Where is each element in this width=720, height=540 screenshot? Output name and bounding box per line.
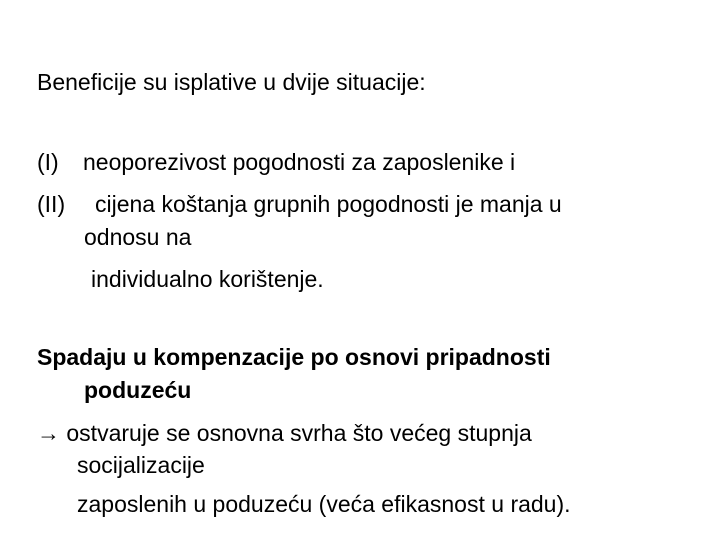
list-marker-1: (I) (37, 149, 59, 175)
conclusion-arrow-line1: → ostvaruje se osnovna svrha što većeg stupnja (37, 420, 532, 446)
list-item-2-text-line3: individualno korištenje. (91, 266, 324, 292)
intro-text: Beneficije su isplative u dvije situacije: (37, 69, 426, 95)
conclusion-heading-line2: poduzeću (84, 377, 192, 403)
list-item-1-text: neoporezivost pogodnosti za zaposlenike i (83, 149, 516, 175)
list-item-2-text-line2: odnosu na (84, 224, 192, 250)
conclusion-arrow-line2: socijalizacije (77, 452, 205, 478)
list-item-1 (37, 148, 515, 176)
conclusion-arrow-line3: zaposlenih u poduzeću (veća efikasnost u radu). (77, 491, 571, 517)
list-item-2-text-line1: cijena koštanja grupnih pogodnosti je manja u (95, 191, 562, 217)
conclusion-heading-line1: Spadaju u kompenzacije po osnovi pripadnosti (37, 344, 551, 370)
list-item-2 (37, 190, 562, 218)
list-marker-2: (II) (37, 191, 66, 217)
